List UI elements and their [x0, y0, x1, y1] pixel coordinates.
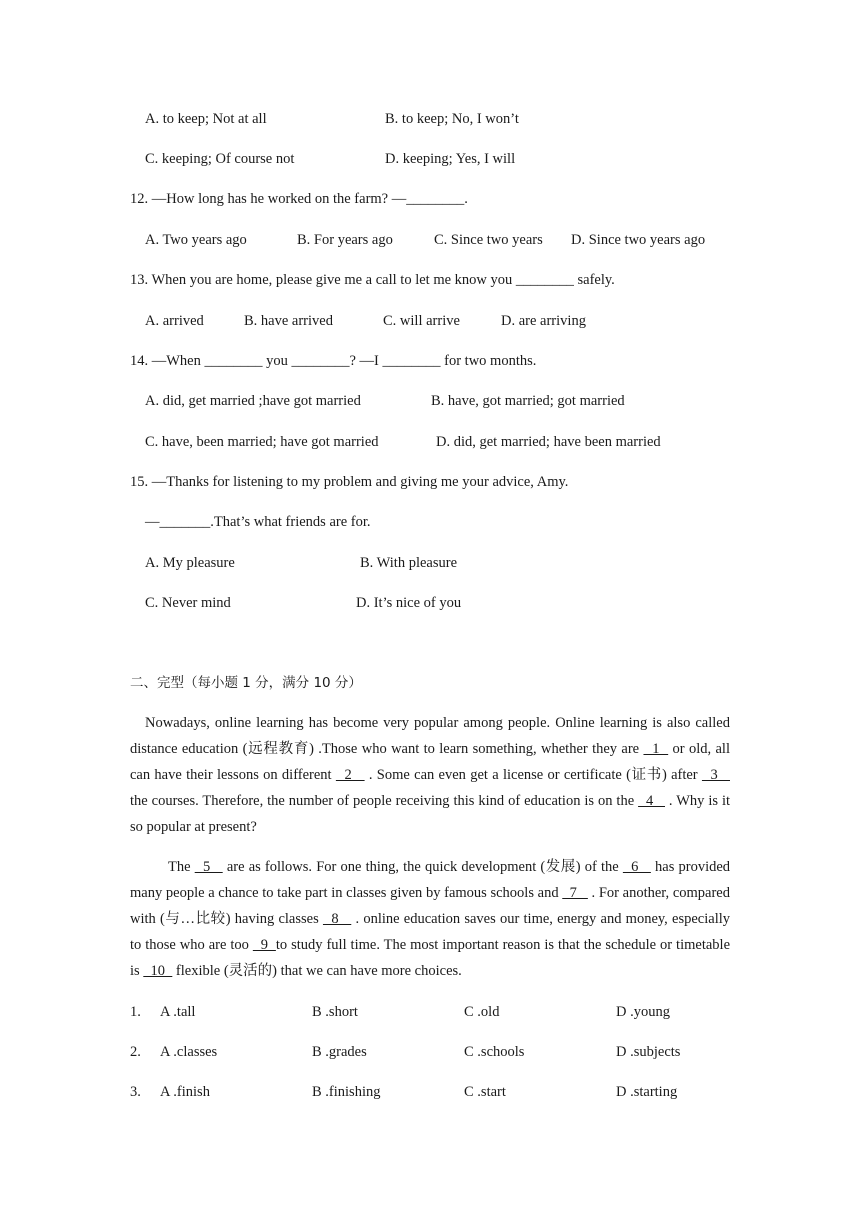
option-row-3-c: C .start [464, 1084, 506, 1100]
q14-option-c: C. have, been married; have got married [145, 434, 379, 450]
cloze-paragraph-1 [130, 710, 730, 840]
p1-text-3: . Some can even get a license or certificate (证书) after [364, 767, 702, 783]
option-row-1-b: B .short [312, 1004, 358, 1020]
q11-option-c: C. keeping; Of course not [145, 151, 295, 167]
q15-option-d: D. It’s nice of you [356, 595, 462, 611]
option-row-2-a: A .classes [160, 1044, 218, 1060]
q13-option-b: B. have arrived [244, 313, 333, 329]
q12-stem: 12. —How long has he worked on the farm? —________. [130, 191, 468, 207]
q15-option-c: C. Never mind [145, 595, 231, 611]
option-row-2-num: 2. [130, 1044, 141, 1060]
p1-text-5: . Why is it so popular at present? [130, 793, 731, 835]
q11-option-d: D. keeping; Yes, I will [385, 151, 516, 167]
q13-option-c: C. will arrive [383, 313, 460, 329]
p2-text-7: flexible (灵活的) that we can have more choices. [172, 963, 462, 979]
cloze-paragraph-2 [130, 854, 730, 984]
blank-5: 5 [194, 859, 223, 875]
blank-8: 8 [322, 911, 352, 927]
option-row-2-c: C .schools [464, 1044, 525, 1060]
q14-option-a: A. did, get married ;have got married [145, 393, 361, 409]
q11-option-b: B. to keep; No, I won’t [385, 111, 519, 127]
q12-option-d: D. Since two years ago [571, 232, 706, 248]
q15-option-a: A. My pleasure [145, 555, 235, 571]
p1-text-4: the courses. Therefore, the number of people receiving this kind of education is on the [130, 793, 639, 809]
q11-option-a: A. to keep; Not at all [145, 111, 267, 127]
q14-option-b: B. have, got married; got married [431, 393, 625, 409]
option-row-2-d: D .subjects [616, 1044, 681, 1060]
option-row-1-a: A .tall [160, 1004, 196, 1020]
option-row-3-d: D .starting [616, 1084, 678, 1100]
blank-3: 3 [701, 767, 730, 783]
blank-2: 2 [335, 767, 365, 783]
blank-1: 1 [643, 741, 669, 757]
p2-text-2: are as follows. For one thing, the quick development (发展) of the [222, 859, 623, 875]
p2-text-4: . For another, compared with (与…比较) having classes [130, 885, 730, 927]
blank-10: 10 [143, 963, 173, 979]
blank-4: 4 [638, 793, 665, 809]
option-row-3-num: 3. [130, 1084, 141, 1100]
q14-stem: 14. —When ________ you ________? —I ________ for two months. [130, 353, 537, 369]
p1-text-2: or old, all can have their lessons on different [130, 741, 730, 783]
q15-stem: 15. —Thanks for listening to my problem and giving me your advice, Amy. [130, 474, 569, 490]
section-heading: 二、完型（每小题 1 分，满分 10 分） [130, 675, 362, 691]
q14-option-d: D. did, get married; have been married [436, 434, 661, 450]
option-row-1-d: D .young [616, 1004, 670, 1020]
q15-option-b: B. With pleasure [360, 555, 458, 571]
option-row-1-c: C .old [464, 1004, 500, 1020]
q12-option-c: C. Since two years [434, 232, 543, 248]
blank-7: 7 [562, 885, 588, 901]
q12-option-b: B. For years ago [297, 232, 393, 248]
q13-option-a: A. arrived [145, 313, 204, 329]
p2-text-3: has provided many people a chance to take part in classes given by famous schools and [130, 859, 731, 901]
blank-9: 9 [252, 937, 276, 953]
blank-6: 6 [622, 859, 651, 875]
p1-text-1: Nowadays, online learning has become very popular among people. Online learning is also called distance education (远程教育) .Those who want to learn something, whether they are [130, 715, 730, 757]
option-row-1-num: 1. [130, 1004, 141, 1020]
option-row-3-b: B .finishing [312, 1084, 381, 1100]
q15-reply: —_______.That’s what friends are for. [145, 514, 371, 530]
q13-option-d: D. are arriving [501, 313, 586, 329]
option-row-2-b: B .grades [312, 1044, 367, 1060]
q12-option-a: A. Two years ago [145, 232, 247, 248]
option-row-3-a: A .finish [160, 1084, 210, 1100]
p2-text-1: The [168, 859, 195, 875]
p2-text-5: . online education saves our time, energy and money, especially to those who are too [130, 911, 730, 953]
q13-stem: 13. When you are home, please give me a call to let me know you ________ safely. [130, 272, 615, 288]
p2-text-6: to study full time. The most important reason is that the schedule or timetable is [130, 937, 731, 979]
